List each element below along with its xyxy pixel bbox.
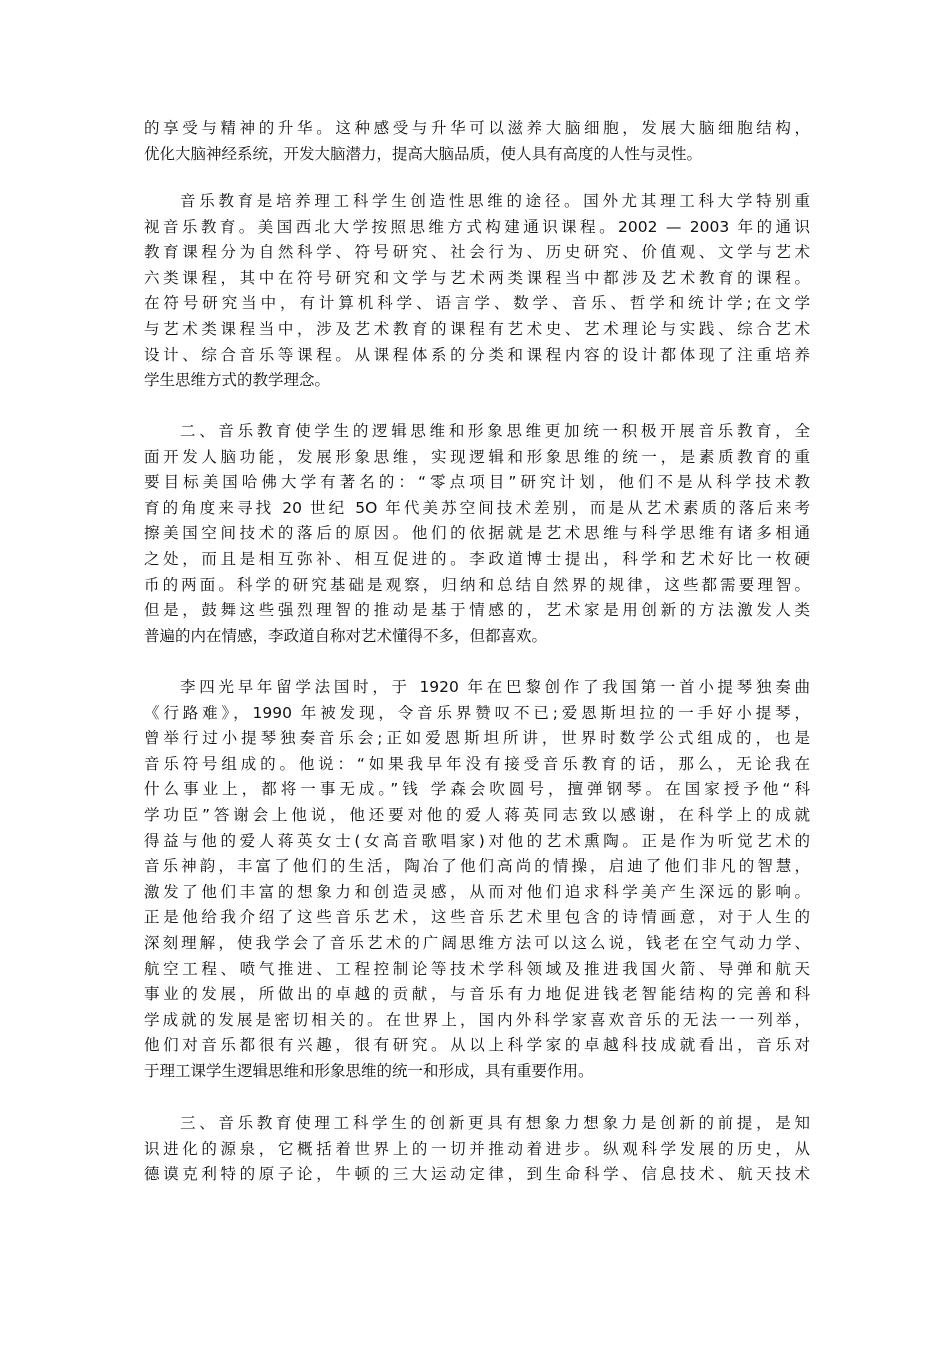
text-line: 深刻理解，使我学会了音乐艺术的广阔思维方法可以这么说，钱老在空气动力学、 — [144, 933, 810, 952]
text-line: 《行路难》，1990 年被发现，令音乐界赞叹不已;爱恩斯坦拉的一手好小提琴， — [144, 703, 810, 722]
text-line: 曾举行过小提琴独奏音乐会;正如爱恩斯坦所讲，世界时数学公式组成的，也是 — [144, 729, 810, 748]
text-line: 激发了他们丰富的想象力和创造灵感，从而对他们追求科学美产生深远的影响。 — [144, 882, 810, 901]
text-line: 德谟克利特的原子论，牛顿的三大运动定律，到生命科学、信息技术、航天技术 — [144, 1165, 810, 1184]
text-line: 学功臣”答谢会上他说，他还要对他的爱人蒋英同志致以感谢，在科学上的成就 — [144, 805, 810, 824]
text-line: 之处，而且是相互弥补、相互促进的。李政道博士提出，科学和艺术好比一枚硬 — [144, 549, 810, 568]
paragraph-3 — [144, 419, 810, 649]
text-line: 航空工程、喷气推进、工程控制论等技术学科领域及推进我国火箭、导弹和航天 — [144, 959, 810, 978]
text-line: 六类课程，其中在符号研究和文学与艺术两类课程当中都涉及艺术教育的课程。 — [144, 268, 810, 287]
text-line: 擦美国空间技术的落后的原因。他们的依据就是艺术思维与科学思维有诸多相通 — [144, 524, 810, 543]
text-line: 设计、综合音乐等课程。从课程体系的分类和课程内容的设计都体现了注重培养 — [144, 345, 810, 364]
text-line: 视音乐教育。美国西北大学按照思维方式构建通识课程。2002 — 2003 年的通识 — [144, 217, 810, 236]
text-line: 但是，鼓舞这些强烈理智的推动是基于情感的，艺术家是用创新的方法激发人类 — [144, 601, 810, 620]
paragraph-2 — [144, 189, 810, 394]
text-line: 要目标美国哈佛大学有著名的：“零点项目”研究计划，他们不是从科学技术教 — [144, 473, 810, 492]
text-line: 二、音乐教育使学生的逻辑思维和形象思维更加统一积极开展音乐教育，全 — [180, 422, 810, 440]
text-line: 与艺术类课程当中，涉及艺术教育的课程有艺术史、艺术理论与实践、综合艺术 — [144, 319, 810, 338]
paragraph-1 — [144, 116, 810, 167]
text-line: 音乐神韵，丰富了他们的生活，陶冶了他们高尚的情操，启迪了他们非凡的智慧， — [144, 857, 810, 876]
text-line: 优化大脑神经系统，开发大脑潜力，提高大脑品质，使人具有高度的人性与灵性。 — [144, 144, 703, 163]
text-line: 音乐教育是培养理工科学生创造性思维的途径。国外尤其理工科大学特别重 — [180, 192, 810, 210]
text-line: 他们对音乐都很有兴趣，很有研究。从以上科学家的卓越科技成就看出，音乐对 — [144, 1036, 810, 1055]
text-line: 三、音乐教育使理工科学生的创新更具有想象力想象力是创新的前提，是知 — [180, 1114, 810, 1132]
text-line: 币的两面。科学的研究基础是观察，归纳和总结自然界的规律，这些都需要理智。 — [144, 575, 810, 594]
text-line: 什么事业上，都将一事无成。”钱 学森会吹圆号，擅弹钢琴。在国家授予他“科 — [144, 780, 810, 799]
text-line: 面开发人脑功能，发展形象思维，实现逻辑和形象思维的统一，是素质教育的重 — [144, 447, 810, 466]
text-line: 育的角度来寻找 20 世纪 5O 年代美苏空间技术差别，而是从艺术素质的落后来考 — [144, 498, 810, 517]
text-line: 于理工课学生逻辑思维和形象思维的统一和形成，具有重要作用。 — [144, 1061, 594, 1080]
text-line: 的享受与精神的升华。这种感受与升华可以滋养大脑细胞，发展大脑细胞结构， — [144, 119, 810, 137]
text-line: 李四光早年留学法国时，于 1920 年在巴黎创作了我国第一首小提琴独奏曲 — [180, 678, 810, 696]
text-line: 事业的发展，所做出的卓越的贡献，与音乐有力地促进钱老智能结构的完善和科 — [144, 985, 810, 1004]
text-line: 学成就的发展是密切相关的。在世界上，国内外科学家喜欢音乐的无法一一列举， — [144, 1010, 810, 1029]
text-line: 识进化的源泉，它概括着世界上的一切并推动着进步。纵观科学发展的历史，从 — [144, 1139, 810, 1158]
text-line: 音乐符号组成的。他说：“如果我早年没有接受音乐教育的话，那么，无论我在 — [144, 754, 810, 773]
paragraph-4 — [144, 675, 810, 1085]
text-line: 得益与他的爱人蒋英女士(女高音歌唱家)对他的艺术熏陶。正是作为听觉艺术的 — [144, 831, 810, 850]
paragraph-5 — [144, 1111, 810, 1188]
text-line: 在符号研究当中，有计算机科学、语言学、数学、音乐、哲学和统计学;在文学 — [144, 294, 810, 313]
text-line: 教育课程分为自然科学、符号研究、社会行为、历史研究、价值观、文学与艺术 — [144, 243, 810, 262]
text-line: 学生思维方式的教学理念。 — [144, 371, 331, 390]
text-line: 正是他给我介绍了这些音乐艺术，这些音乐艺术里包含的诗情画意，对于人生的 — [144, 908, 810, 927]
text-line: 普遍的内在情感，李政道自称对艺术懂得不多，但都喜欢。 — [144, 626, 548, 645]
